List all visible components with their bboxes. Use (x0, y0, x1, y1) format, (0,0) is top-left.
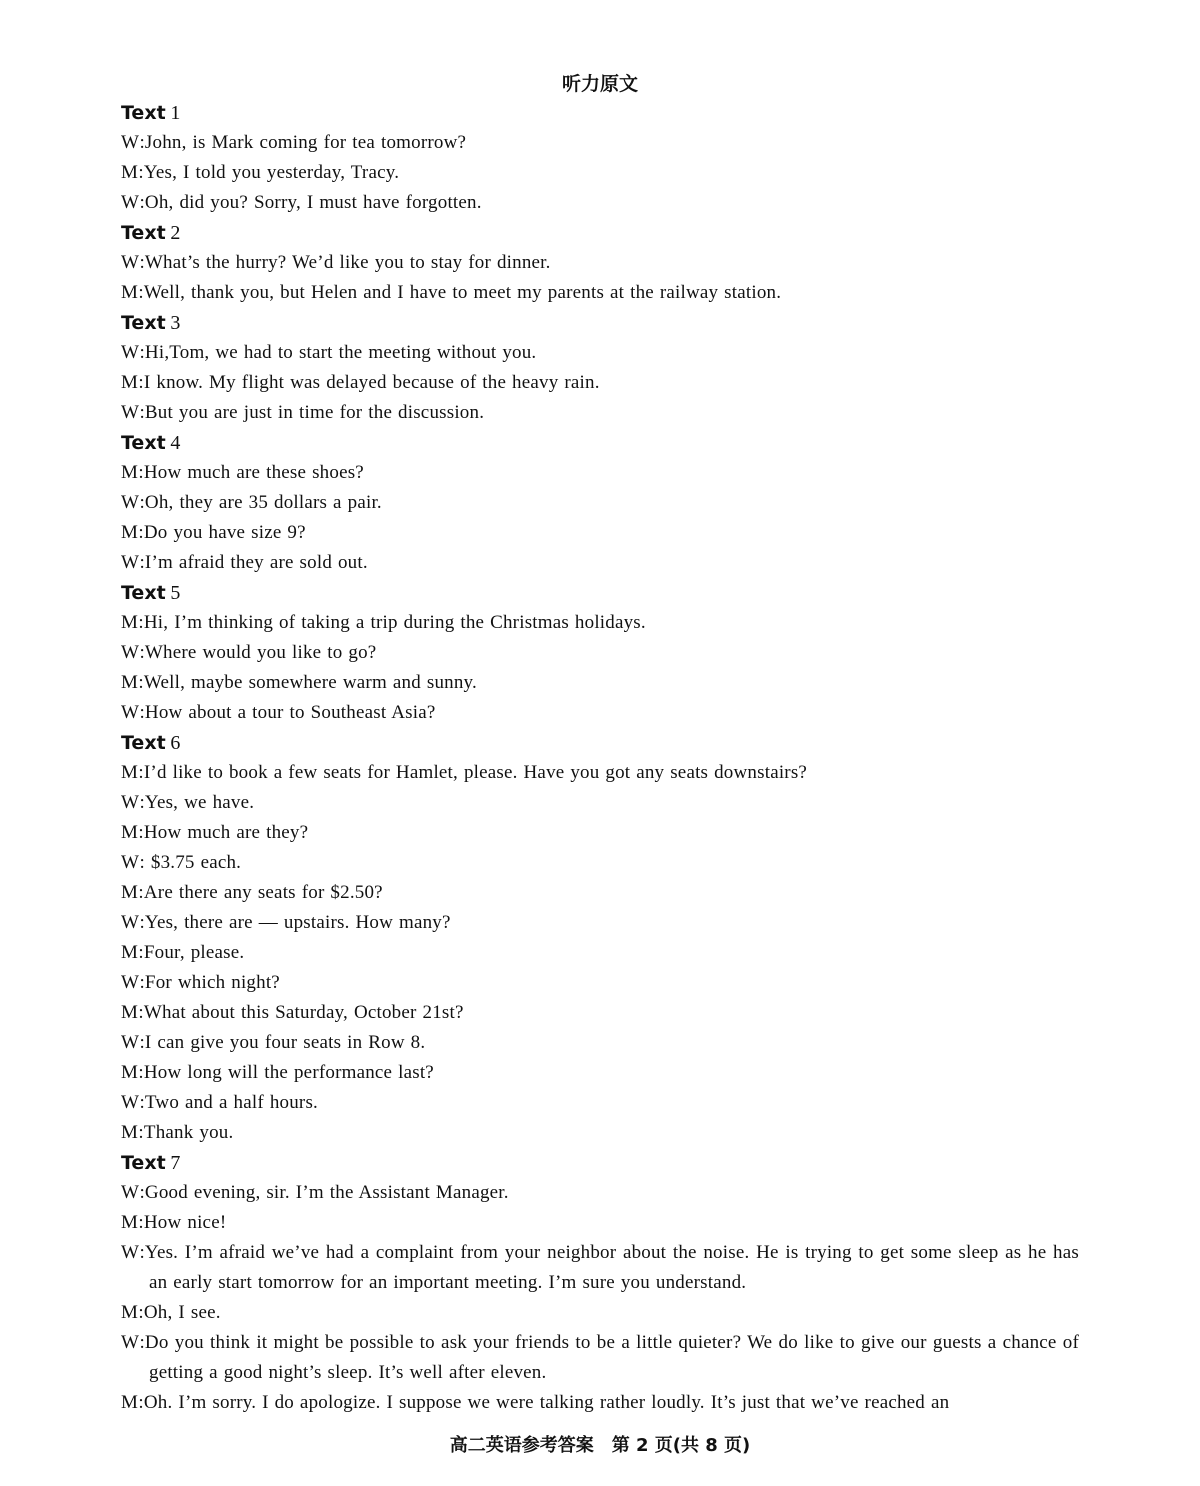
dialogue-line (121, 368, 1079, 398)
speaker-label: W (121, 132, 140, 153)
speaker-separator: : (138, 522, 144, 543)
dialogue-line (121, 128, 1079, 158)
speaker-label: M (121, 1002, 139, 1023)
speaker-separator: : (139, 1242, 145, 1263)
section-label: Text (121, 102, 166, 124)
dialogue-line (121, 518, 1079, 548)
dialogue-line (121, 188, 1079, 218)
section-number: 1 (170, 102, 181, 124)
dialogue-line (121, 458, 1079, 488)
utterance-text: Four, please. (143, 942, 245, 963)
utterance-text: Yes, we have. (144, 792, 255, 813)
dialogue-line (121, 668, 1079, 698)
speaker-label: W (121, 192, 140, 213)
dialogue-line (121, 818, 1079, 848)
speaker-label: M (121, 942, 139, 963)
utterance-text: Oh, did you? Sorry, I must have forgotten. (144, 192, 482, 213)
speaker-label: M (121, 882, 139, 903)
speaker-separator: : (139, 1332, 145, 1353)
utterance-text: What about this Saturday, October 21st? (143, 1002, 464, 1023)
dialogue-line (121, 338, 1079, 368)
utterance-text: Yes, I told you yesterday, Tracy. (143, 162, 400, 183)
section-label: Text (121, 222, 166, 244)
section-number: 7 (170, 1152, 181, 1174)
utterance-text: Hi,Tom, we had to start the meeting without you. (144, 342, 537, 363)
dialogue-line (121, 968, 1079, 998)
speaker-label: W (121, 1032, 140, 1053)
speaker-label: M (121, 372, 139, 393)
utterance-text: But you are just in time for the discussion. (144, 402, 485, 423)
dialogue-line (121, 908, 1079, 938)
utterance-text: How about a tour to Southeast Asia? (144, 702, 436, 723)
speaker-separator: : (138, 822, 144, 843)
speaker-label: M (121, 1392, 139, 1413)
section-label: Text (121, 582, 166, 604)
speaker-label: W (121, 492, 140, 513)
speaker-separator: : (139, 702, 145, 723)
speaker-separator: : (139, 852, 145, 873)
speaker-separator: : (139, 342, 145, 363)
utterance-text: How much are these shoes? (143, 462, 364, 483)
speaker-separator: : (139, 552, 145, 573)
section-label: Text (121, 432, 166, 454)
speaker-separator: : (139, 642, 145, 663)
section-number: 5 (170, 582, 181, 604)
utterance-text: I’m afraid they are sold out. (144, 552, 368, 573)
utterance-text: Well, thank you, but Helen and I have to meet my parents at the railway station. (143, 282, 782, 303)
dialogue-line (121, 1208, 1079, 1238)
speaker-separator: : (139, 492, 145, 513)
utterance-text: $3.75 each. (144, 852, 242, 873)
speaker-label: W (121, 702, 140, 723)
speaker-label: W (121, 1182, 140, 1203)
dialogue-line (121, 1058, 1079, 1088)
speaker-separator: : (138, 1002, 144, 1023)
speaker-label: M (121, 282, 139, 303)
utterance-text: For which night? (144, 972, 280, 993)
speaker-separator: : (139, 1092, 145, 1113)
utterance-text: Oh, they are 35 dollars a pair. (144, 492, 382, 513)
utterance-text: Do you think it might be possible to ask your friends to be a little quieter? We do like to give our guests a chance of getting a good night’s sleep. It’s well after eleven. (144, 1332, 1079, 1383)
speaker-label: M (121, 462, 139, 483)
speaker-label: M (121, 822, 139, 843)
section-label: Text (121, 732, 166, 754)
speaker-label: W (121, 342, 140, 363)
speaker-separator: : (138, 1302, 144, 1323)
speaker-label: M (121, 762, 139, 783)
section-number: 3 (170, 312, 181, 334)
speaker-label: M (121, 522, 139, 543)
utterance-text: Do you have size 9? (143, 522, 306, 543)
speaker-separator: : (139, 792, 145, 813)
speaker-label: W (121, 852, 140, 873)
speaker-separator: : (138, 882, 144, 903)
dialogue-line (121, 548, 1079, 578)
speaker-label: M (121, 612, 139, 633)
utterance-text: How nice! (143, 1212, 227, 1233)
utterance-text: Good evening, sir. I’m the Assistant Manager. (144, 1182, 509, 1203)
dialogue-line (121, 1328, 1079, 1388)
utterance-text: Two and a half hours. (144, 1092, 318, 1113)
dialogue-line (121, 1238, 1079, 1298)
section-heading (121, 728, 1079, 758)
utterance-text: Oh, I see. (143, 1302, 221, 1323)
dialogue-line (121, 248, 1079, 278)
section-number: 4 (170, 432, 181, 454)
section-number: 6 (170, 732, 181, 754)
speaker-separator: : (138, 762, 144, 783)
dialogue-line (121, 758, 1079, 788)
dialogue-line (121, 1388, 1079, 1418)
dialogue-line (121, 878, 1079, 908)
dialogue-line (121, 638, 1079, 668)
speaker-label: W (121, 1332, 140, 1353)
speaker-separator: : (138, 162, 144, 183)
utterance-text: I’d like to book a few seats for Hamlet, please. Have you got any seats downstairs? (143, 762, 808, 783)
utterance-text: Are there any seats for $2.50? (143, 882, 383, 903)
speaker-separator: : (138, 1212, 144, 1233)
section-label: Text (121, 1152, 166, 1174)
speaker-separator: : (138, 1392, 144, 1413)
speaker-separator: : (139, 402, 145, 423)
dialogue-line (121, 1178, 1079, 1208)
section-heading (121, 428, 1079, 458)
speaker-label: M (121, 1062, 139, 1083)
speaker-separator: : (138, 1062, 144, 1083)
speaker-separator: : (139, 1182, 145, 1203)
section-heading (121, 218, 1079, 248)
speaker-separator: : (138, 612, 144, 633)
speaker-separator: : (139, 972, 145, 993)
page-title: 听力原文 (561, 73, 638, 95)
speaker-label: W (121, 912, 140, 933)
transcript-body (121, 98, 1079, 1418)
speaker-label: W (121, 552, 140, 573)
dialogue-line (121, 158, 1079, 188)
dialogue-line (121, 938, 1079, 968)
dialogue-line (121, 278, 1079, 308)
section-label: Text (121, 312, 166, 334)
speaker-label: M (121, 672, 139, 693)
speaker-label: M (121, 1122, 139, 1143)
speaker-label: W (121, 642, 140, 663)
speaker-separator: : (139, 912, 145, 933)
utterance-text: What’s the hurry? We’d like you to stay for dinner. (144, 252, 551, 273)
utterance-text: Thank you. (143, 1122, 234, 1143)
dialogue-line (121, 1088, 1079, 1118)
speaker-separator: : (138, 672, 144, 693)
utterance-text: Where would you like to go? (144, 642, 377, 663)
section-heading (121, 308, 1079, 338)
speaker-separator: : (138, 1122, 144, 1143)
utterance-text: John, is Mark coming for tea tomorrow? (144, 132, 467, 153)
speaker-label: M (121, 162, 139, 183)
utterance-text: I can give you four seats in Row 8. (144, 1032, 426, 1053)
speaker-label: W (121, 1242, 140, 1263)
speaker-label: W (121, 792, 140, 813)
page-footer: 高二英语参考答案 第 2 页(共 8 页) (449, 1435, 751, 1456)
dialogue-line (121, 788, 1079, 818)
speaker-separator: : (138, 942, 144, 963)
utterance-text: I know. My flight was delayed because of the heavy rain. (143, 372, 600, 393)
utterance-text: Yes. I’m afraid we’ve had a complaint from your neighbor about the noise. He is trying to get some sleep as he has an early start tomorrow for an important meeting. I’m sure you understand. (144, 1242, 1079, 1293)
speaker-label: W (121, 402, 140, 423)
section-heading (121, 578, 1079, 608)
utterance-text: Oh. I’m sorry. I do apologize. I suppose we were talking rather loudly. It’s just that we’ve reached an (143, 1392, 950, 1413)
dialogue-line (121, 608, 1079, 638)
section-heading (121, 1148, 1079, 1178)
utterance-text: Well, maybe somewhere warm and sunny. (143, 672, 477, 693)
dialogue-line (121, 1298, 1079, 1328)
dialogue-line (121, 488, 1079, 518)
speaker-label: W (121, 1092, 140, 1113)
utterance-text: How much are they? (143, 822, 309, 843)
speaker-label: W (121, 972, 140, 993)
utterance-text: Yes, there are — upstairs. How many? (144, 912, 451, 933)
utterance-text: Hi, I’m thinking of taking a trip during the Christmas holidays. (143, 612, 646, 633)
section-number: 2 (170, 222, 181, 244)
speaker-separator: : (139, 252, 145, 273)
dialogue-line (121, 1028, 1079, 1058)
dialogue-line (121, 848, 1079, 878)
dialogue-line (121, 1118, 1079, 1148)
speaker-separator: : (139, 132, 145, 153)
speaker-separator: : (139, 1032, 145, 1053)
speaker-label: M (121, 1302, 139, 1323)
dialogue-line (121, 398, 1079, 428)
dialogue-line (121, 998, 1079, 1028)
utterance-text: How long will the performance last? (143, 1062, 434, 1083)
speaker-label: W (121, 252, 140, 273)
dialogue-line (121, 698, 1079, 728)
speaker-separator: : (138, 282, 144, 303)
speaker-separator: : (139, 192, 145, 213)
speaker-label: M (121, 1212, 139, 1233)
section-heading (121, 98, 1079, 128)
speaker-separator: : (138, 372, 144, 393)
speaker-separator: : (138, 462, 144, 483)
